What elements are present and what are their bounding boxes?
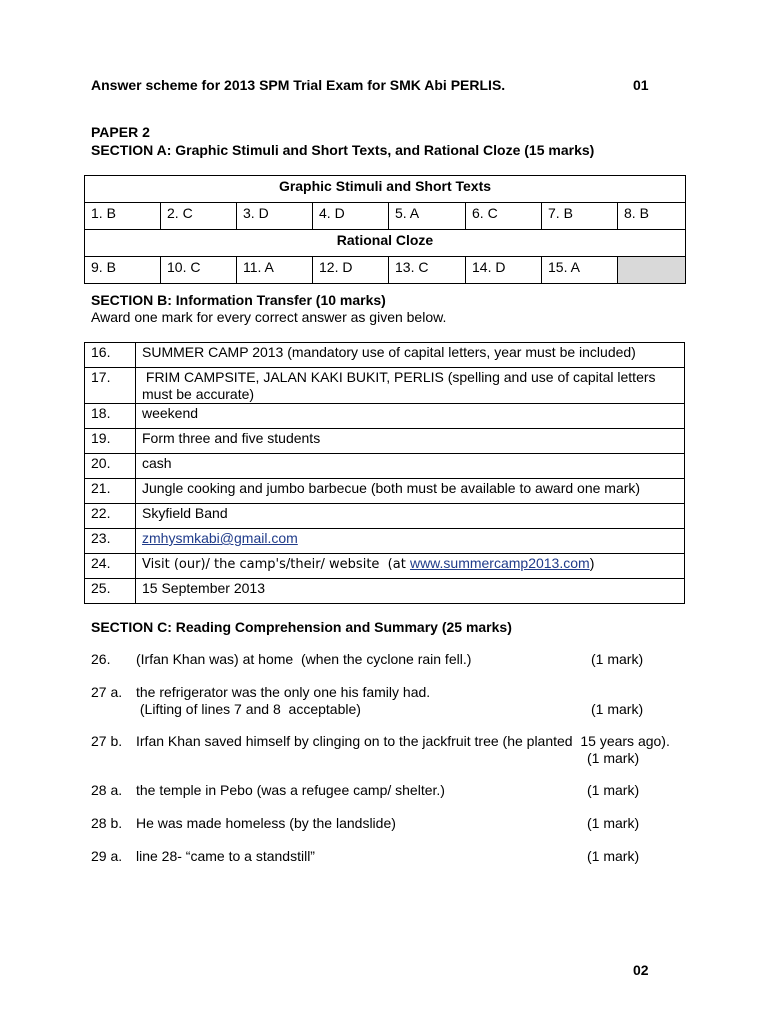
question-number: 18. [85,404,136,429]
answer-note: (Lifting of lines 7 and 8 acceptable) [136,701,361,717]
question-number: 26. [91,651,111,667]
table-row [85,429,685,454]
question-number: 24. [85,554,136,579]
section-c-heading: SECTION C: Reading Comprehension and Summary (25 marks) [91,619,512,635]
table-row [85,529,685,554]
answer-text: Jungle cooking and jumbo barbecue (both must be available to award one mark) [136,479,685,504]
page-number-top: 01 [633,77,649,93]
document-title: Answer scheme for 2013 SPM Trial Exam for SMK Abi PERLIS. [91,77,506,93]
table-row [85,579,685,604]
answer-cell: 3. D [237,203,313,230]
mark-label: (1 mark) [587,848,640,864]
question-number: 27 a. [91,684,123,700]
question-number: 19. [85,429,136,454]
section-a-answer-table [84,175,686,284]
answer-text: 15 September 2013 [136,579,685,604]
answer-text: the temple in Pebo (was a refugee camp/ shelter.) [136,782,445,798]
answer-text: weekend [136,404,685,429]
answer-cell: 13. C [389,257,466,284]
question-number: 23. [85,529,136,554]
answer-cell: 1. B [85,203,161,230]
section-b-heading: SECTION B: Information Transfer (10 marks) [91,292,386,308]
answer-text: FRIM CAMPSITE, JALAN KAKI BUKIT, PERLIS (spelling and use of capital letters must be accurate) [136,368,685,404]
answer-cell: 9. B [85,257,161,284]
question-number: 17. [85,368,136,404]
mark-label: (1 mark) [587,815,640,831]
answer-cell: 14. D [466,257,542,284]
answer-text-part: line 28- “came to a standstill” [136,848,315,864]
page-number-bottom: 02 [633,962,649,978]
answer-text-part: ) [589,555,595,571]
answer-cell: 7. B [542,203,618,230]
table-row [85,404,685,429]
answer-text: Form three and five students [136,429,685,454]
answer-cell: 4. D [313,203,389,230]
section-a-heading: SECTION A: Graphic Stimuli and Short Texts, and Rational Cloze (15 marks) [91,142,595,158]
answer-cell: 15. A [542,257,618,284]
answer-text-part: Visit (our)/ the camp's/their/ website (at [142,557,410,572]
table-row [85,230,686,257]
table-subheading: Graphic Stimuli and Short Texts [85,176,686,203]
question-number: 27 b. [91,733,123,749]
answer-cell: 11. A [237,257,313,284]
answer-text: He was made homeless (by the landslide) [136,815,396,831]
table-row [85,504,685,529]
mark-label: (1 mark) [587,782,640,798]
question-number: 22. [85,504,136,529]
answer-text: Irfan Khan saved himself by clinging on to the jackfruit tree (he planted 15 years ago). [136,733,670,749]
mark-label: (1 mark) [591,651,644,667]
answer-cell: 5. A [389,203,466,230]
table-row [85,454,685,479]
shaded-empty-cell [618,257,686,284]
section-b-note: Award one mark for every correct answer as given below. [91,309,447,325]
mark-label: (1 mark) [591,701,644,717]
question-number: 16. [85,343,136,368]
answer-text: Skyfield Band [136,504,685,529]
question-number: 29 a. [91,848,123,864]
mark-label: (1 mark) [587,750,640,766]
answer-text: (Irfan Khan was) at home (when the cyclone rain fell.) [136,651,472,667]
question-number: 28 a. [91,782,123,798]
table-row [85,554,685,579]
question-number: 20. [85,454,136,479]
question-number: 28 b. [91,815,123,831]
table-row [85,257,686,284]
table-row [85,203,686,230]
answer-text: the refrigerator was the only one his family had. [136,684,431,700]
table-row [85,343,685,368]
answer-text: cash [136,454,685,479]
section-b-answer-table [84,342,685,604]
answer-cell: 6. C [466,203,542,230]
answer-cell: 12. D [313,257,389,284]
email-link[interactable]: zmhysmkabi@gmail.com [142,530,298,546]
answer-text [136,554,685,579]
question-number: 21. [85,479,136,504]
table-row [85,479,685,504]
answer-text [136,529,685,554]
question-number: 25. [85,579,136,604]
answer-text: SUMMER CAMP 2013 (mandatory use of capital letters, year must be included) [136,343,685,368]
table-row [85,368,685,404]
answer-cell: 2. C [161,203,237,230]
table-row [85,176,686,203]
website-link[interactable]: www.summercamp2013.com [409,555,590,571]
table-subheading: Rational Cloze [85,230,686,257]
answer-text [136,848,315,864]
answer-cell: 10. C [161,257,237,284]
paper-heading: PAPER 2 [91,124,150,140]
answer-cell: 8. B [618,203,686,230]
